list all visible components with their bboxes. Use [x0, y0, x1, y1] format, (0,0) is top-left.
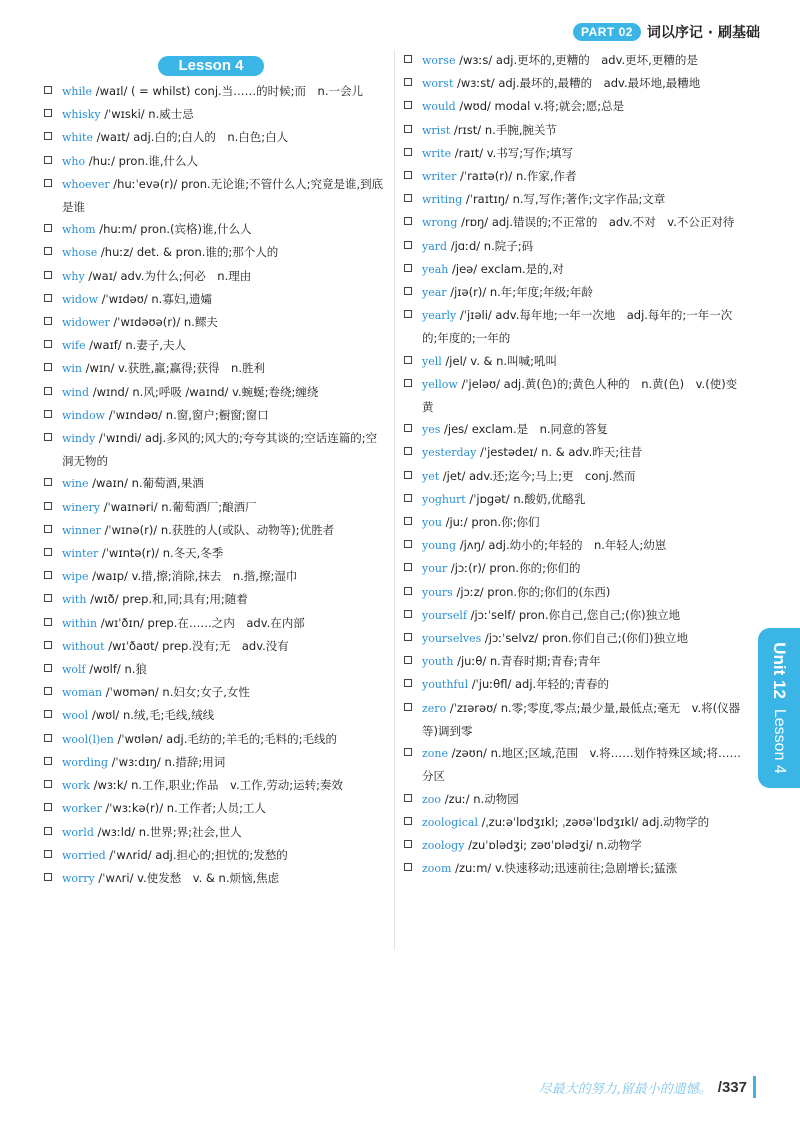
- checkbox-icon[interactable]: [44, 271, 52, 279]
- checkbox-icon[interactable]: [44, 850, 52, 858]
- headword: widow: [62, 292, 99, 306]
- checkbox-icon[interactable]: [44, 179, 52, 187]
- definition: /wɜːst/ adj.最坏的,最糟的 adv.最坏地,最糟地: [453, 76, 701, 91]
- vocab-entry: [44, 704, 384, 727]
- vocab-entry: [44, 80, 384, 103]
- headword: wipe: [62, 570, 89, 584]
- checkbox-icon[interactable]: [44, 294, 52, 302]
- headword: young: [422, 539, 457, 553]
- definition: /ˈraɪtɪŋ/ n.写,写作;著作;文字作品;文章: [462, 192, 666, 207]
- vocab-entry: [404, 211, 744, 234]
- definition: /zuːm/ v.快速移动;迅速前往;急剧增长;猛涨: [451, 861, 678, 876]
- vocab-entry: [404, 465, 744, 488]
- vocab-entry: [404, 49, 744, 72]
- vocab-entry: [44, 427, 384, 472]
- checkbox-icon[interactable]: [404, 447, 412, 455]
- headword: wording: [62, 755, 108, 769]
- definition: /ˈwɜːkə(r)/ n.工作者;人员;工人: [101, 801, 266, 816]
- definition: /wɪˈðaʊt/ prep.没有;无 adv.没有: [104, 638, 289, 653]
- headword: yourselves: [422, 632, 482, 646]
- vocab-entry: [44, 728, 384, 751]
- vocab-entry: [44, 519, 384, 542]
- definition: /jɔːˈselvz/ pron.你们自己;(你们)独立地: [481, 631, 689, 646]
- definition: /jɔːz/ pron.你的;你们的(东西): [452, 584, 611, 599]
- definition: /ˈwʊlən/ adj.毛纺的;羊毛的;毛料的;毛线的: [113, 731, 337, 746]
- headword: yeah: [422, 262, 449, 276]
- definition: /zəʊn/ n.地区;区域,范围 v.将……划作特殊区域;将……分区: [422, 746, 741, 784]
- vocab-entry: [404, 441, 744, 464]
- vocab-entry: [44, 751, 384, 774]
- vocab-entry: [44, 218, 384, 241]
- checkbox-icon[interactable]: [404, 287, 412, 295]
- checkbox-icon[interactable]: [404, 517, 412, 525]
- definition: /jes/ exclam.是 n.同意的答复: [440, 422, 609, 437]
- checkbox-icon[interactable]: [44, 594, 52, 602]
- vocab-entry: [404, 350, 744, 373]
- checkbox-icon[interactable]: [44, 340, 52, 348]
- checkbox-icon[interactable]: [44, 734, 52, 742]
- vocab-entry: [44, 241, 384, 264]
- definition: /waɪp/ v.措,擦;消除,抹去 n.揩,擦;湿巾: [88, 569, 298, 584]
- headword: widower: [62, 316, 110, 330]
- vocab-entry: [44, 404, 384, 427]
- definition: /huːm/ pron.(宾格)谁,什么人: [95, 222, 252, 237]
- checkbox-icon[interactable]: [44, 156, 52, 164]
- vocab-entry: [404, 604, 744, 627]
- definition: /ˈwɪndi/ adj.多风的;风大的;夸夸其谈的;空话连篇的;空洞无物的: [62, 431, 378, 469]
- headword: work: [62, 779, 90, 793]
- headword: worst: [422, 77, 454, 91]
- vocab-entry: [44, 565, 384, 588]
- definition: /raɪt/ v.书写;写作;填写: [451, 145, 574, 160]
- definition: /ˈwɪdəʊə(r)/ n.鳏夫: [109, 315, 218, 330]
- definition: /waɪn/ n.葡萄酒,果酒: [88, 476, 204, 491]
- headword: wrist: [422, 123, 451, 137]
- definition: /waɪf/ n.妻子,夫人: [85, 338, 186, 353]
- headword: worker: [62, 802, 102, 816]
- headword: yes: [422, 423, 441, 437]
- definition: /ˈjuːθfl/ adj.年轻的;青春的: [468, 677, 610, 692]
- definition: /jɪə(r)/ n.年;年度;年级;年龄: [446, 285, 593, 300]
- checkbox-icon[interactable]: [44, 687, 52, 695]
- right-word-column: [404, 49, 744, 880]
- definition: /ˈwʌri/ v.使发愁 v. & n.烦恼,焦虑: [94, 870, 280, 885]
- headword: whom: [62, 223, 96, 237]
- checkbox-icon[interactable]: [404, 379, 412, 387]
- definition: /zuː/ n.动物园: [441, 791, 519, 806]
- definition: /ˈjɒgət/ n.酸奶,优酪乳: [465, 491, 586, 506]
- checkbox-icon[interactable]: [44, 86, 52, 94]
- definition: /wʊd/ modal v.将;就会;愿;总是: [455, 99, 625, 114]
- headword: window: [62, 408, 106, 422]
- headword: write: [422, 146, 452, 160]
- vocab-entry: [404, 72, 744, 95]
- definition: /wɪn/ v.获胜,赢;赢得;获得 n.胜利: [82, 361, 265, 376]
- vocab-entry: [44, 542, 384, 565]
- definition: /wʊl/ n.绒,毛;毛线,绒线: [88, 708, 215, 723]
- headword: yours: [422, 585, 453, 599]
- footer-accent-bar: [753, 1076, 756, 1098]
- checkbox-icon[interactable]: [44, 618, 52, 626]
- vocab-entry: [44, 588, 384, 611]
- headword: windy: [62, 432, 96, 446]
- definition: /ˈwɪnə(r)/ n.获胜的人(或队、动物等);优胜者: [100, 522, 335, 537]
- headword: wind: [62, 385, 90, 399]
- headword: why: [62, 269, 85, 283]
- definition: /ˈwɪdəʊ/ n.寡妇,遗孀: [98, 291, 212, 306]
- checkbox-icon[interactable]: [404, 171, 412, 179]
- definition: /ˌzuːəˈlɒdʒɪkl; ˌzəʊəˈlɒdʒɪkl/ adj.动物学的: [477, 814, 710, 829]
- checkbox-icon[interactable]: [44, 363, 52, 371]
- headword: yourself: [422, 608, 467, 622]
- definition: /huːˈevə(r)/ pron.无论谁;不管什么人;究竟是谁,到底是谁: [62, 176, 384, 215]
- vocab-entry: [404, 557, 744, 580]
- checkbox-icon[interactable]: [44, 571, 52, 579]
- definition: /ˈwʊmən/ n.妇女;女子,女性: [102, 685, 250, 700]
- checkbox-icon[interactable]: [404, 656, 412, 664]
- definition: /wɪˈðɪn/ prep.在……之内 adv.在内部: [97, 615, 305, 630]
- checkbox-icon[interactable]: [404, 264, 412, 272]
- footer-motto: 尽最大的努力,留最小的遗憾。: [538, 1081, 712, 1097]
- definition: /waɪl/ ( = whilst) conj.当……的时候;而 n.一会儿: [92, 84, 364, 98]
- headword: yearly: [422, 309, 457, 323]
- checkbox-icon[interactable]: [404, 78, 412, 86]
- checkbox-icon[interactable]: [44, 387, 52, 395]
- vocab-entry: [404, 857, 744, 880]
- headword: wolf: [62, 663, 86, 677]
- checkbox-icon[interactable]: [44, 548, 52, 556]
- checkbox-icon[interactable]: [44, 873, 52, 881]
- vocab-entry: [44, 334, 384, 357]
- definition: /ˈraɪtə(r)/ n.作家,作者: [456, 169, 577, 184]
- definition: /jʌŋ/ adj.幼小的;年轻的 n.年轻人;幼崽: [456, 538, 667, 553]
- definition: /rɒŋ/ adj.错误的;不正常的 adv.不对 v.不公正对待: [457, 215, 735, 230]
- headword: would: [422, 100, 456, 114]
- checkbox-icon[interactable]: [44, 525, 52, 533]
- checkbox-icon[interactable]: [404, 310, 412, 318]
- vocab-entry: [404, 534, 744, 557]
- headword: zone: [422, 747, 449, 761]
- headword: woman: [62, 686, 103, 700]
- headword: winter: [62, 547, 99, 561]
- vocab-entry: [404, 373, 744, 418]
- headword: while: [62, 85, 93, 98]
- vocab-entry: [404, 488, 744, 511]
- vocab-entry: [44, 103, 384, 126]
- checkbox-icon[interactable]: [404, 494, 412, 502]
- vocab-entry: [404, 811, 744, 834]
- headword: yard: [422, 239, 448, 253]
- headword: yesterday: [422, 446, 477, 460]
- column-divider: [394, 50, 395, 950]
- unit-side-tab: [758, 628, 800, 788]
- side-tab-unit: Unit 12: [770, 642, 789, 699]
- checkbox-icon[interactable]: [404, 587, 412, 595]
- checkbox-icon[interactable]: [44, 803, 52, 811]
- page-footer: [539, 1076, 756, 1098]
- vocab-entry: [404, 673, 744, 696]
- vocab-entry: [44, 658, 384, 681]
- checkbox-icon[interactable]: [404, 563, 412, 571]
- checkbox-icon[interactable]: [44, 109, 52, 117]
- vocab-entry: [404, 188, 744, 211]
- headword: you: [422, 516, 442, 530]
- vocab-entry: [404, 165, 744, 188]
- vocab-entry: [44, 681, 384, 704]
- definition: /huː/ pron.谁,什么人: [85, 153, 199, 168]
- definition: /juːθ/ n.青春时期;青春;青年: [453, 654, 601, 669]
- vocab-entry: [44, 288, 384, 311]
- definition: /jɑːd/ n.院子;码: [447, 238, 534, 253]
- definition: /ˈjestədeɪ/ n. & adv.昨天;往昔: [476, 445, 643, 460]
- checkbox-icon[interactable]: [404, 540, 412, 548]
- headword: youth: [422, 655, 454, 669]
- vocab-entry: [404, 418, 744, 441]
- definition: /ˈwɜːdɪŋ/ n.措辞;用词: [107, 754, 226, 769]
- definition: /jɔːˈself/ pron.你自己,您自己;(你)独立地: [466, 607, 681, 622]
- checkbox-icon[interactable]: [44, 757, 52, 765]
- headword: wine: [62, 477, 89, 491]
- headword: yoghurt: [422, 492, 466, 506]
- headword: with: [62, 593, 87, 607]
- definition: /wɜːs/ adj.更坏的,更糟的 adv.更坏,更糟的是: [455, 53, 698, 67]
- checkbox-icon[interactable]: [404, 148, 412, 156]
- vocab-entry: [404, 834, 744, 857]
- lesson-title: Lesson 4: [158, 56, 264, 76]
- headword: yell: [422, 354, 442, 368]
- vocab-entry: [404, 235, 744, 258]
- headword: win: [62, 362, 83, 376]
- definition: /ˈjɪəli/ adv.每年地;一年一次地 adj.每年的;一年一次的;年度的;一年的: [422, 308, 733, 346]
- vocab-entry: [44, 774, 384, 797]
- headword: writer: [422, 170, 457, 184]
- vocab-entry: [44, 797, 384, 820]
- checkbox-icon[interactable]: [44, 664, 52, 672]
- headword: wrong: [422, 216, 458, 230]
- vocab-entry: [44, 821, 384, 844]
- definition: /jet/ adv.还;迄今;马上;更 conj.然而: [439, 468, 636, 483]
- headword: without: [62, 639, 105, 653]
- headword: who: [62, 154, 86, 168]
- vocab-entry: [44, 150, 384, 173]
- headword: whose: [62, 246, 98, 260]
- checkbox-icon[interactable]: [404, 424, 412, 432]
- vocab-entry: [44, 311, 384, 334]
- checkbox-icon[interactable]: [44, 478, 52, 486]
- vocab-entry: [404, 281, 744, 304]
- definition: /waɪ/ adv.为什么;何必 n.理由: [84, 268, 252, 283]
- checkbox-icon[interactable]: [44, 780, 52, 788]
- vocab-entry: [44, 472, 384, 495]
- headword: winner: [62, 523, 101, 537]
- vocab-entry: [404, 95, 744, 118]
- checkbox-icon[interactable]: [44, 710, 52, 718]
- vocab-entry: [404, 581, 744, 604]
- checkbox-icon[interactable]: [404, 471, 412, 479]
- vocab-entry: [44, 867, 384, 890]
- left-word-column: [44, 80, 384, 890]
- checkbox-icon[interactable]: [44, 410, 52, 418]
- definition: /jɔː(r)/ pron.你的;你们的: [447, 561, 581, 576]
- headword: zero: [422, 701, 447, 715]
- checkbox-icon[interactable]: [404, 125, 412, 133]
- vocab-entry: [44, 635, 384, 658]
- checkbox-icon[interactable]: [404, 101, 412, 109]
- definition: /jeə/ exclam.是的,对: [448, 261, 564, 276]
- checkbox-icon[interactable]: [404, 679, 412, 687]
- checkbox-icon[interactable]: [44, 641, 52, 649]
- headword: zoological: [422, 815, 478, 829]
- section-title: 词以序记 · 刷基础: [646, 25, 760, 41]
- definition: /waɪt/ adj.白的;白人的 n.白色;白人: [92, 130, 289, 145]
- definition: /huːz/ det. & pron.谁的;那个人的: [97, 245, 279, 260]
- vocab-entry: [404, 511, 744, 534]
- checkbox-icon[interactable]: [404, 817, 412, 825]
- vocab-entry: [44, 265, 384, 288]
- checkbox-icon[interactable]: [404, 356, 412, 364]
- vocab-entry: [404, 788, 744, 811]
- headword: wool: [62, 709, 89, 723]
- headword: writing: [422, 193, 463, 207]
- checkbox-icon[interactable]: [44, 433, 52, 441]
- checkbox-icon[interactable]: [404, 217, 412, 225]
- checkbox-icon[interactable]: [404, 55, 412, 63]
- checkbox-icon[interactable]: [404, 633, 412, 641]
- headword: your: [422, 562, 448, 576]
- definition: /wɜːk/ n.工作,职业;作品 v.工作,劳动;运转;奏效: [89, 778, 344, 793]
- checkbox-icon[interactable]: [404, 241, 412, 249]
- headword: white: [62, 131, 93, 145]
- headword: worry: [62, 871, 95, 885]
- headword: yellow: [422, 377, 458, 391]
- definition: /ˈwʌrid/ adj.担心的;担忧的;发愁的: [105, 847, 288, 862]
- vocab-entry: [404, 119, 744, 142]
- vocab-entry: [44, 173, 384, 218]
- vocab-entry: [44, 126, 384, 149]
- checkbox-icon[interactable]: [44, 132, 52, 140]
- checkbox-icon[interactable]: [44, 502, 52, 510]
- headword: world: [62, 825, 94, 839]
- definition: /wɪð/ prep.和,同;具有;用;随着: [86, 592, 248, 607]
- headword: zoo: [422, 792, 442, 806]
- checkbox-icon[interactable]: [44, 317, 52, 325]
- definition: /ˈwɪntə(r)/ n.冬天,冬季: [98, 546, 224, 561]
- headword: youthful: [422, 678, 469, 692]
- checkbox-icon[interactable]: [44, 827, 52, 835]
- headword: wife: [62, 339, 86, 353]
- checkbox-icon[interactable]: [44, 224, 52, 232]
- vocab-entry: [44, 612, 384, 635]
- definition: /wɜːld/ n.世界;界;社会,世人: [93, 824, 242, 839]
- definition: /ˈzɪərəʊ/ n.零;零度,零点;最少量,最低点;毫无 v.将(仪器等)调到零: [422, 700, 741, 738]
- definition: /juː/ pron.你;你们: [441, 515, 540, 530]
- vocab-entry: [44, 496, 384, 519]
- headword: winery: [62, 500, 101, 514]
- checkbox-icon[interactable]: [404, 863, 412, 871]
- headword: zoology: [422, 838, 465, 852]
- vocab-entry: [44, 381, 384, 404]
- vocab-entry: [404, 742, 744, 787]
- vocab-entry: [404, 650, 744, 673]
- definition: /ˈwɪndəʊ/ n.窗,窗户;橱窗;窗口: [105, 407, 269, 422]
- vocab-entry: [404, 304, 744, 349]
- headword: yet: [422, 469, 440, 483]
- vocab-entry: [404, 697, 744, 742]
- checkbox-icon[interactable]: [44, 247, 52, 255]
- definition: /ˈwɪski/ n.威士忌: [100, 107, 194, 122]
- vocab-entry: [404, 627, 744, 650]
- vocab-entry: [404, 258, 744, 281]
- page-header: [573, 22, 760, 42]
- headword: within: [62, 616, 98, 630]
- headword: whoever: [62, 177, 110, 191]
- checkbox-icon[interactable]: [404, 703, 412, 711]
- page-number: /337: [717, 1078, 747, 1096]
- checkbox-icon[interactable]: [404, 748, 412, 756]
- definition: /ˈjeləʊ/ adj.黄(色)的;黄色人种的 n.黄(色) v.(使)变黄: [422, 376, 738, 415]
- headword: worried: [62, 848, 106, 862]
- checkbox-icon[interactable]: [404, 840, 412, 848]
- checkbox-icon[interactable]: [404, 794, 412, 802]
- definition: /rɪst/ n.手腕,腕关节: [450, 122, 557, 137]
- side-tab-lesson: Lesson 4: [771, 708, 788, 774]
- definition: /wɪnd/ n.风;呼吸 /waɪnd/ v.蜿蜒;卷绕;缠绕: [89, 384, 319, 399]
- headword: whisky: [62, 108, 101, 122]
- part-badge: PART 02: [573, 23, 641, 41]
- definition: /jel/ v. & n.叫喊;吼叫: [441, 353, 557, 368]
- checkbox-icon[interactable]: [404, 194, 412, 202]
- headword: worse: [422, 54, 456, 67]
- headword: year: [422, 286, 447, 300]
- definition: /zuˈɒlədʒi; zəʊˈɒlədʒi/ n.动物学: [464, 837, 642, 852]
- checkbox-icon[interactable]: [404, 610, 412, 618]
- vocab-entry: [44, 357, 384, 380]
- definition: /wʊlf/ n.狼: [85, 662, 147, 677]
- headword: zoom: [422, 862, 452, 876]
- vocab-entry: [404, 142, 744, 165]
- headword: wool(l)en: [62, 732, 114, 746]
- definition: /ˈwaɪnəri/ n.葡萄酒厂;酿酒厂: [100, 499, 257, 514]
- vocab-entry: [44, 844, 384, 867]
